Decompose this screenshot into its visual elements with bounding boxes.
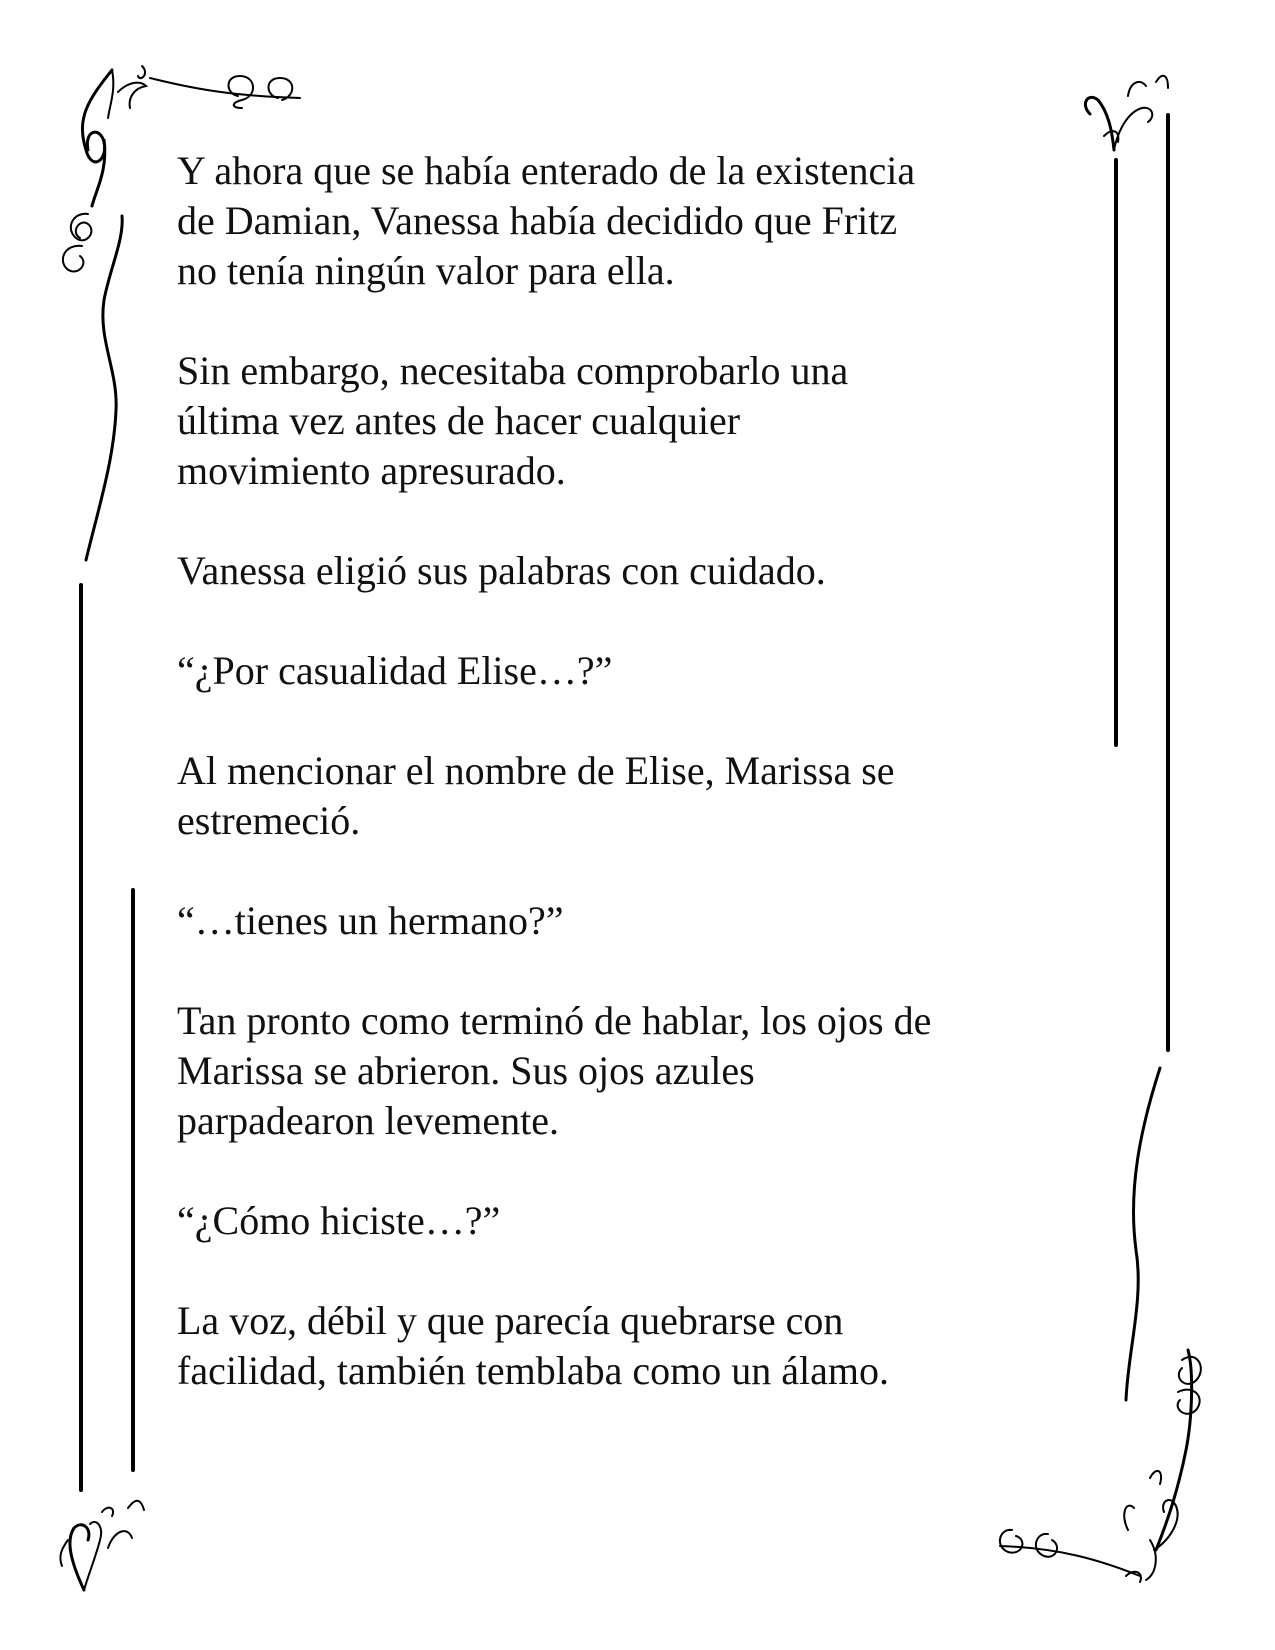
paragraph-8: “¿Cómo hiciste…?” (177, 1198, 501, 1243)
paragraph-6: “…tienes un hermano?” (177, 898, 564, 943)
paragraph-3: Vanessa eligió sus palabras con cuidado. (177, 548, 826, 593)
paragraph-1: Y ahora que se había enterado de la existencia de Damian, Vanessa había decidido que Fritz no tenía ningún valor para ella. (177, 148, 916, 293)
paragraph-5: Al mencionar el nombre de Elise, Marissa se estremeció. (177, 748, 895, 843)
paragraph-2: Sin embargo, necesitaba comprobarlo una última vez antes de hacer cualquier movimiento apresurado. (177, 348, 849, 493)
paragraph-9: La voz, débil y que parecía quebrarse con facilidad, también temblaba como un álamo. (177, 1298, 889, 1393)
bottom-left-flourish (60, 1501, 144, 1590)
paragraph-4: “¿Por casualidad Elise…?” (177, 648, 613, 693)
story-text (177, 146, 1097, 1396)
top-right-flourish (1085, 76, 1168, 150)
paragraph-7: Tan pronto como terminó de hablar, los ojos de Marissa se abrieron. Sus ojos azules parpadearon levemente. (177, 998, 932, 1143)
